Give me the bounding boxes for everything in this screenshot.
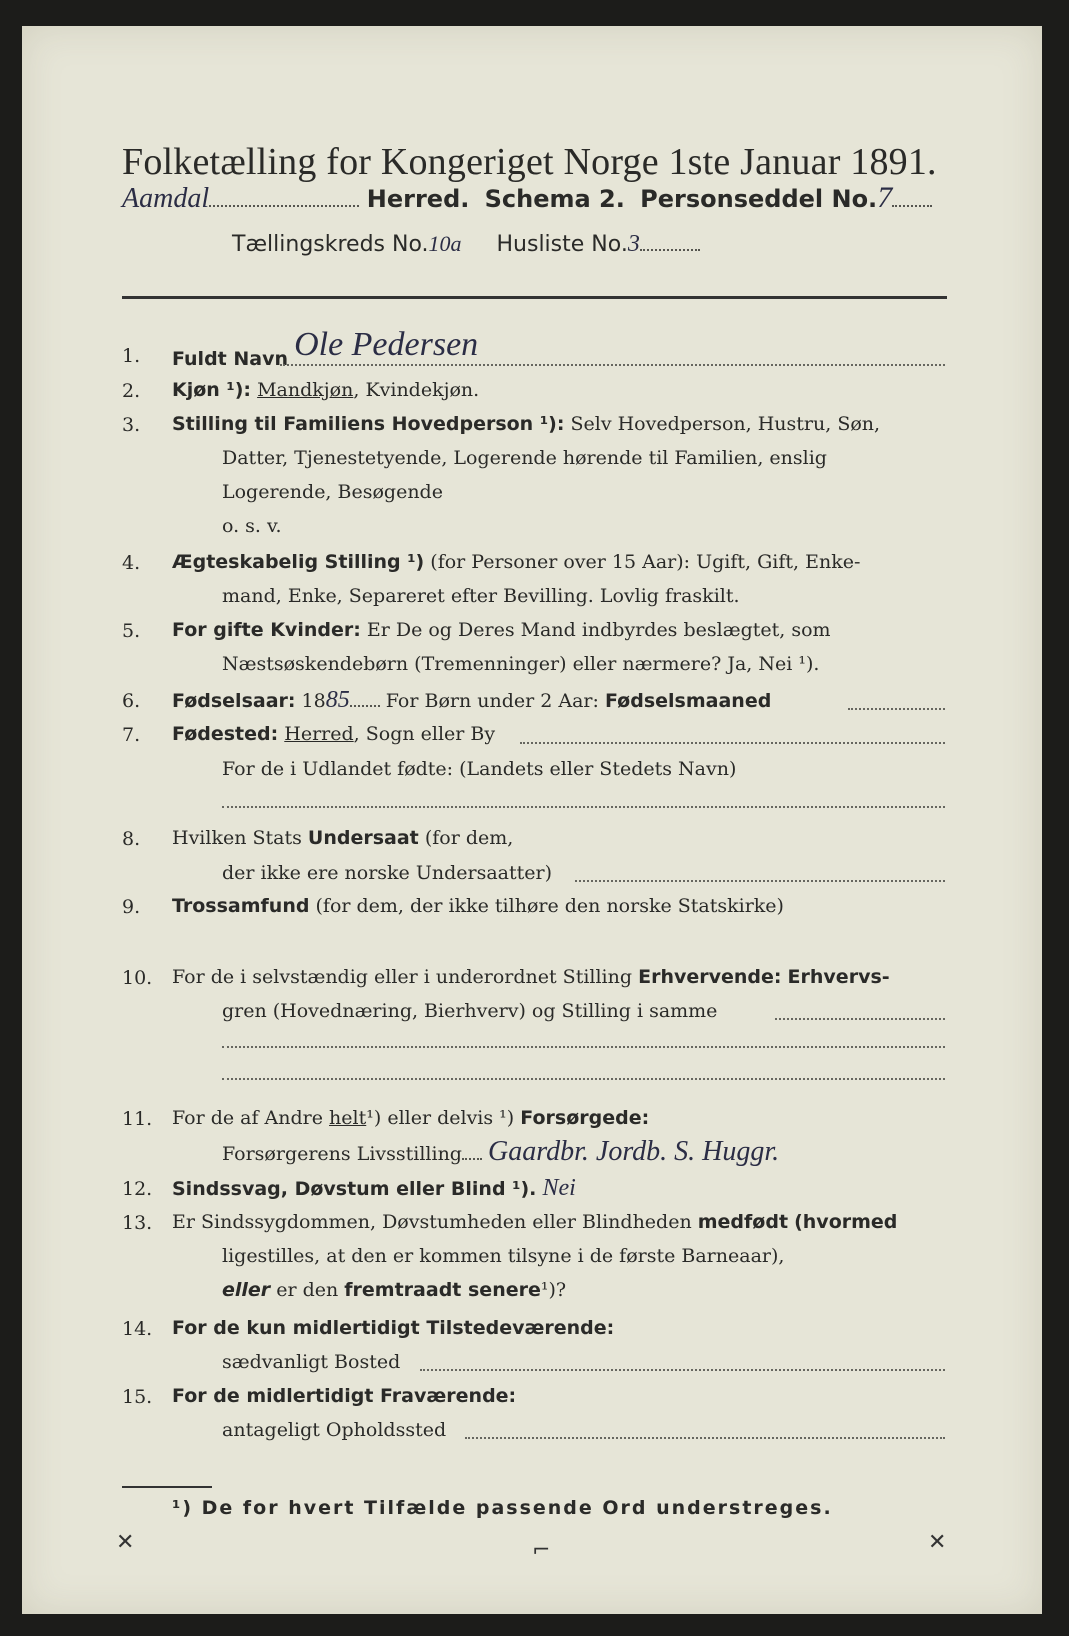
form-title: Folketælling for Kongeriget Norge 1ste Januar 1891.	[122, 141, 937, 183]
congenital-line2: ligestilles, at den er kommen tilsyne i de første Barneaar),	[222, 1245, 785, 1267]
footnote-rule	[122, 1486, 212, 1488]
probable-residence-line	[465, 1437, 945, 1439]
item-citizenship	[172, 826, 513, 850]
congenital-er-den: er den	[276, 1279, 339, 1301]
usual-residence-label: sædvanligt Bosted	[222, 1351, 401, 1373]
occupation-line-a	[775, 1018, 945, 1020]
footnote: ¹) De for hvert Tilfælde passende Ord understreges.	[172, 1497, 833, 1519]
husliste-label: Husliste No.	[496, 232, 628, 257]
gender-male: Mandkjøn	[257, 379, 354, 401]
supporter-occupation-handwritten: Gaardbr. Jordb. S. Huggr.	[488, 1136, 780, 1167]
married-women-text: Er De og Deres Mand indbyrdes beslægtet, som	[366, 619, 831, 641]
registration-mark-icon: ⌐	[532, 1538, 551, 1563]
congenital-later: fremtraadt senere	[344, 1279, 541, 1301]
birthplace-line	[520, 742, 945, 744]
probable-residence-label: antageligt Opholdssted	[222, 1419, 447, 1441]
herred-line	[122, 181, 932, 214]
religion-label: Trossamfund	[172, 895, 310, 917]
supported-partly: ¹) eller delvis ¹)	[366, 1107, 515, 1129]
disability-label: Sindssvag, Døvstum eller Blind ¹).	[172, 1178, 537, 1200]
item-temporary-present	[172, 1316, 614, 1340]
item-number: 14.	[122, 1318, 153, 1340]
married-women-line2: Næstsøskendebørn (Tremenninger) eller nærmere? Ja, Nei ¹).	[222, 653, 820, 675]
citizenship-line	[575, 880, 945, 882]
item-gender	[172, 378, 479, 402]
citizenship-line2: der ikke ere norske Undersaatter)	[222, 862, 552, 884]
item-number: 13.	[122, 1212, 153, 1234]
birthplace-line2: For de i Udlandet fødte: (Landets eller Stedets Navn)	[222, 758, 737, 780]
position-label: Stilling til Familiens Hovedperson ¹):	[172, 413, 565, 435]
item-number: 6.	[122, 690, 141, 712]
position-line2: Datter, Tjenestetyende, Logerende hørende til Familien, enslig	[222, 447, 827, 469]
supporter-occupation	[222, 1136, 780, 1167]
item-number: 11.	[122, 1108, 153, 1130]
citizenship-text2: (for dem,	[424, 827, 514, 849]
item-number: 7.	[122, 724, 141, 746]
item-marital	[172, 550, 860, 574]
kreds-line	[232, 232, 700, 257]
birth-year-prefix: 18	[301, 690, 326, 712]
congenital-label: medfødt	[697, 1211, 789, 1233]
occupation-text: For de i selvstændig eller i underordnet Stilling	[172, 966, 633, 988]
full-name-handwritten: Ole Pedersen	[294, 326, 479, 363]
item-number: 1.	[122, 345, 141, 367]
registration-mark-icon: ✕	[928, 1530, 947, 1555]
birthplace-options: , Sogn eller By	[353, 723, 496, 745]
marital-text: (for Personer over 15 Aar): Ugift, Gift, Enke-	[430, 551, 861, 573]
item-religion	[172, 894, 784, 918]
birth-year-label: Fødselsaar:	[172, 690, 296, 712]
item-number: 10.	[122, 967, 153, 989]
herred-handwritten: Aamdal	[122, 183, 210, 214]
supported-fully: helt	[329, 1107, 367, 1129]
birth-month-text: For Børn under 2 Aar:	[385, 690, 599, 712]
supporter-occupation-label: Forsørgerens Livsstilling	[222, 1143, 462, 1165]
personseddel-label: Personseddel No.	[640, 185, 878, 213]
item-number: 5.	[122, 620, 141, 642]
congenital-text2: (hvormed	[794, 1211, 898, 1233]
occupation-line-c	[222, 1078, 945, 1080]
registration-mark-icon: ✕	[116, 1530, 135, 1555]
item-birth-year	[172, 688, 771, 713]
item-full-name	[172, 326, 479, 371]
full-name-label: Fuldt Navn	[172, 348, 289, 370]
item-congenital	[172, 1210, 897, 1234]
occupation-line2: gren (Hovednæring, Bierhverv) og Stilling i samme	[222, 1000, 718, 1022]
birthplace-foreign-line	[222, 806, 945, 808]
item-number: 12.	[122, 1178, 153, 1200]
disability-handwritten: Nei	[542, 1175, 576, 1201]
temporary-present-label: For de kun midlertidigt Tilstedeværende:	[172, 1317, 615, 1339]
census-form-page	[22, 26, 1042, 1614]
position-text: Selv Hovedperson, Hustru, Søn,	[570, 413, 881, 435]
item-number: 8.	[122, 828, 141, 850]
full-name-line	[280, 364, 945, 366]
schema-label: Schema 2.	[484, 185, 625, 213]
congenital-footnote-ref: ¹)?	[540, 1279, 567, 1301]
temporary-absent-label: For de midlertidigt Fraværende:	[172, 1385, 517, 1407]
header-rule	[122, 296, 947, 299]
husliste-number: 3	[627, 231, 640, 257]
item-number: 2.	[122, 380, 141, 402]
item-temporary-absent	[172, 1384, 516, 1408]
gender-label: Kjøn ¹):	[172, 379, 252, 401]
supported-text: For de af Andre	[172, 1107, 323, 1129]
item-number: 4.	[122, 552, 141, 574]
item-birthplace	[172, 722, 495, 746]
item-position	[172, 412, 880, 436]
item-supported	[172, 1106, 649, 1130]
position-line3: Logerende, Besøgende	[222, 481, 443, 503]
position-line4: o. s. v.	[222, 515, 282, 537]
congenital-text: Er Sindssygdommen, Døvstumheden eller Blindheden	[172, 1211, 692, 1233]
birthplace-herred: Herred	[284, 723, 354, 745]
married-women-label: For gifte Kvinder:	[172, 619, 361, 641]
usual-residence-line	[420, 1369, 945, 1371]
personseddel-number: 7	[877, 181, 893, 214]
kreds-label: Tællingskreds No.	[232, 232, 429, 257]
item-number: 3.	[122, 414, 141, 436]
birth-month-line	[848, 708, 945, 710]
birthplace-label: Fødested:	[172, 723, 279, 745]
citizenship-text: Hvilken Stats	[172, 827, 302, 849]
item-occupation	[172, 965, 890, 989]
occupation-label: Erhvervende:	[638, 966, 782, 988]
item-number: 9.	[122, 896, 141, 918]
religion-text: (for dem, der ikke tilhøre den norske Statskirke)	[315, 895, 784, 917]
occupation-text2: Erhvervs-	[787, 966, 890, 988]
item-disability	[172, 1176, 576, 1201]
item-number: 15.	[122, 1386, 153, 1408]
supported-label: Forsørgede:	[520, 1107, 650, 1129]
birth-month-label: Fødselsmaaned	[604, 690, 772, 712]
herred-label: Herred.	[366, 185, 470, 213]
marital-label: Ægteskabelig Stilling ¹)	[172, 551, 425, 573]
citizenship-label: Undersaat	[307, 827, 419, 849]
marital-line2: mand, Enke, Separeret efter Bevilling. Lovlig fraskilt.	[222, 585, 740, 607]
occupation-line-b	[222, 1046, 945, 1048]
gender-female: , Kvindekjøn.	[353, 379, 480, 401]
congenital-line3	[222, 1278, 566, 1302]
birth-year-handwritten: 85	[325, 687, 350, 713]
item-married-women	[172, 618, 831, 642]
congenital-eller: eller	[222, 1279, 271, 1301]
kreds-number: 10a	[428, 231, 462, 256]
